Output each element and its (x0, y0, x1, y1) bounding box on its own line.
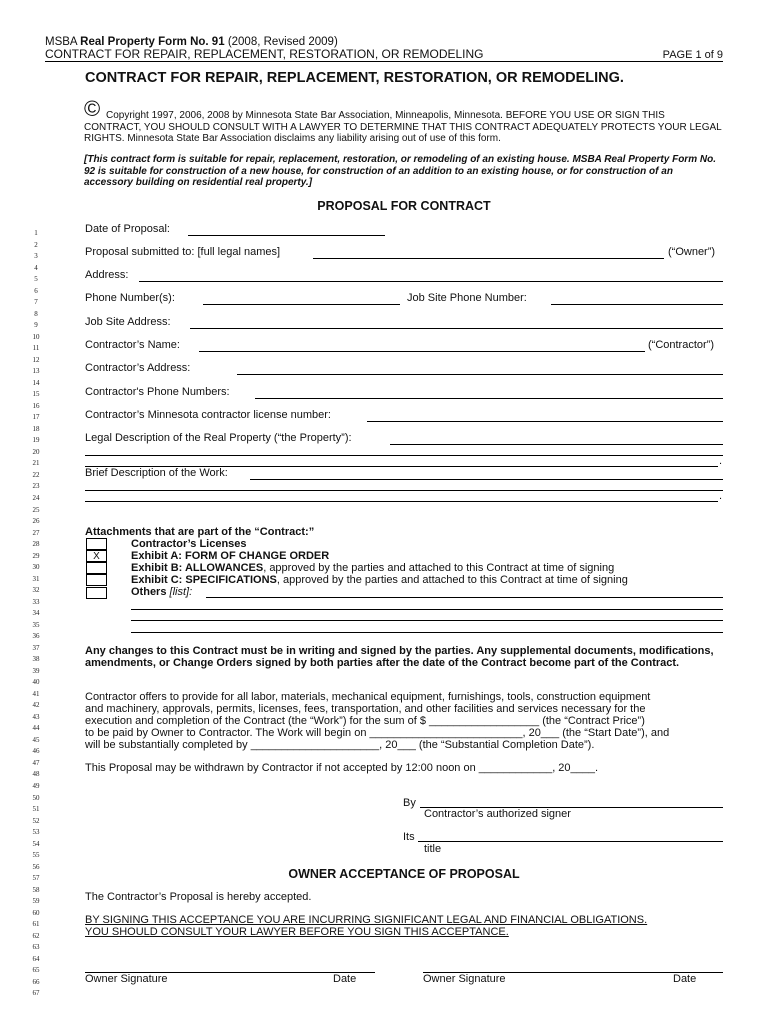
line-number: 24 (32, 494, 40, 502)
job-site-phone-label: Job Site Phone Number: (407, 292, 527, 304)
line-number: 22 (32, 470, 40, 479)
line-number: 19 (32, 436, 40, 445)
acceptance-heading: OWNER ACCEPTANCE OF PROPOSAL (288, 867, 520, 881)
line-number: 6 (34, 286, 38, 295)
line-number: 51 (32, 805, 40, 813)
offer-line-5: will be substantially completed by _____________________, 20___ (the “Substantial Completion Date”). (85, 739, 595, 751)
license-number-label: Contractor’s Minnesota contractor license number: (85, 409, 331, 421)
line-number: 38 (32, 655, 40, 664)
attachment-checkbox-licenses[interactable] (86, 538, 107, 550)
warning-line-1: BY SIGNING THIS ACCEPTANCE YOU ARE INCURRING SIGNIFICANT LEGAL AND FINANCIAL OBLIGATIONS. (85, 914, 648, 926)
line-number: 25 (32, 505, 40, 514)
attachment-exhibit-c: Exhibit C: SPECIFICATIONS, approved by the parties and attached to this Contract at time of signing (131, 574, 628, 586)
line-number: 37 (32, 643, 40, 652)
line-number: 21 (32, 459, 40, 468)
brief-description-field-3[interactable] (85, 501, 718, 502)
brief-description-field-1[interactable] (250, 479, 723, 480)
owner-date-label-1: Date (333, 973, 357, 985)
its-caption: title (424, 843, 442, 855)
legal-description-field-1[interactable] (390, 444, 723, 445)
line-number: 66 (32, 977, 40, 986)
owner-date-label-2: Date (673, 973, 697, 985)
owner-names-field[interactable] (313, 258, 664, 259)
contractor-name-field[interactable] (199, 351, 645, 352)
withdrawal-clause: This Proposal may be withdrawn by Contractor if not accepted by 12:00 noon on ____________, 20____. (85, 762, 599, 774)
line-number: 48 (32, 770, 40, 779)
license-number-field[interactable] (367, 421, 723, 422)
contractor-phone-field[interactable] (255, 398, 723, 399)
offer-line-1: Contractor offers to provide for all labor, materials, mechanical equipment, furnishings, tools, construction equipment (85, 691, 651, 703)
document-title: CONTRACT FOR REPAIR, REPLACEMENT, RESTORATION, OR REMODELING. (85, 70, 624, 86)
line-number: 61 (32, 920, 40, 929)
attachment-checkbox-others[interactable] (86, 587, 107, 599)
job-site-address-label: Job Site Address: (85, 316, 171, 328)
others-field-3[interactable] (131, 620, 723, 621)
line-number: 30 (32, 563, 40, 572)
brief-description-field-2[interactable] (85, 490, 723, 491)
msba-prefix: MSBA (45, 36, 77, 48)
line-number: 63 (32, 943, 40, 952)
attachment-licenses: Contractor’s Licenses (131, 538, 247, 550)
others-field-4[interactable] (131, 632, 723, 633)
offer-line-3: execution and completion of the Contract (the “Work”) for the sum of $ __________________ (the “Contract Price”) (85, 715, 645, 727)
line-number: 47 (32, 758, 40, 767)
by-caption: Contractor’s authorized signer (424, 808, 571, 820)
line-number: 49 (32, 782, 40, 790)
page-number: PAGE 1 of 9 (662, 49, 723, 61)
job-site-address-field[interactable] (190, 328, 723, 329)
owner-signature-label-1: Owner Signature (85, 973, 168, 985)
line-number: 5 (34, 275, 38, 284)
line-number: 45 (32, 735, 40, 744)
line-number: 7 (34, 298, 38, 307)
line-number: 27 (32, 528, 40, 537)
contractor-name-label: Contractor’s Name: (85, 339, 180, 351)
attachment-exhibit-a: Exhibit A: FORM OF CHANGE ORDER (131, 550, 330, 562)
line-number: 26 (32, 517, 40, 525)
line-number: 34 (32, 609, 40, 618)
line-number: 13 (32, 367, 40, 376)
attachment-checkbox-exhibit-a[interactable]: X (86, 550, 107, 562)
line-number: 62 (32, 931, 40, 940)
offer-line-2: and machinery, approvals, permits, licenses, fees, transportation, and other facilities and services necessary for the (85, 703, 646, 715)
owner-tag: (“Owner”) (668, 246, 716, 258)
line-number: 2 (34, 240, 38, 249)
form-name: Real Property Form No. 91 (80, 36, 225, 48)
line-number: 9 (34, 321, 38, 330)
line-number: 36 (32, 632, 40, 641)
contractor-address-field[interactable] (237, 374, 723, 375)
its-label: Its (403, 831, 415, 843)
address-field[interactable] (139, 281, 723, 282)
line-number: 1 (34, 229, 38, 237)
date-of-proposal-label: Date of Proposal: (85, 223, 170, 235)
line-number: 32 (32, 586, 40, 595)
contractor-phone-label: Contractor's Phone Numbers: (85, 386, 230, 398)
others-field-1[interactable] (206, 597, 723, 598)
contractor-tag: (“Contractor”) (648, 339, 715, 351)
line-number: 18 (32, 424, 40, 433)
submitted-to-label: Proposal submitted to: [full legal names] (85, 246, 281, 258)
line-number: 57 (32, 874, 40, 883)
copyright-icon: © (84, 96, 101, 121)
contract-title-header: CONTRACT FOR REPAIR, REPLACEMENT, RESTORATION, OR REMODELING (45, 47, 484, 61)
legal-description-label: Legal Description of the Real Property (“the Property”): (85, 432, 352, 444)
line-number: 67 (32, 989, 40, 998)
line-number: 15 (32, 390, 40, 399)
line-number: 39 (32, 666, 40, 675)
line-number: 65 (32, 966, 40, 975)
line-number: 53 (32, 828, 40, 836)
date-of-proposal-field[interactable] (188, 235, 385, 236)
attachment-checkbox-exhibit-c[interactable] (86, 574, 107, 586)
phone-numbers-field[interactable] (203, 304, 400, 305)
line-number: 56 (32, 862, 40, 871)
line-number: 58 (32, 885, 40, 894)
job-site-phone-field[interactable] (551, 304, 723, 305)
owner-signature-label-2: Owner Signature (423, 973, 506, 985)
line-number: 10 (32, 332, 40, 341)
line-number: 43 (32, 712, 40, 721)
line-number: 29 (32, 551, 40, 560)
line-number: 54 (32, 839, 40, 848)
line-number: 50 (32, 793, 40, 802)
copyright-notice: Copyright 1997, 2006, 2008 by Minnesota State Bar Association, Minneapolis, Minnesota. BEFORE YOU USE OR SIGN THIS CONTRACT, YOU SHOULD CONSULT WITH A LAWYER TO DETERMINE THAT THIS CONTRACT ADEQUATELY PROTECTS YOUR LEGAL RIGHTS. Minnesota State Bar Association disclaims any liability arising out of use of this form. (84, 110, 722, 144)
line-number: 17 (32, 413, 40, 422)
by-label: By (403, 797, 416, 809)
form-suitability-note: [This contract form is suitable for repair, replacement, restoration, or remodeling of an existing house. MSBA Real Property Form No. 92 is suitable for construction of a new house, for construction of an addition to an existing house, or for construction of an accessory building on residential real property.] (84, 154, 716, 188)
changes-notice: Any changes to this Contract must be in writing and signed by the parties. Any supplemental documents, modifications, amendments, or Change Orders signed by both parties after the date of the Contract become part of the Contract. (85, 645, 714, 669)
form-year: (2008, Revised 2009) (227, 36, 338, 48)
attachments-heading: Attachments that are part of the “Contract:” (85, 526, 315, 538)
phone-numbers-label: Phone Number(s): (85, 292, 175, 304)
offer-line-4: to be paid by Owner to Contractor. The Work will begin on _________________________, 20___ (the “Start Date”), and (85, 727, 670, 739)
legal-description-period: . (719, 455, 723, 467)
attachment-checkbox-exhibit-b[interactable] (86, 562, 107, 574)
attachment-exhibit-b: Exhibit B: ALLOWANCES, approved by the parties and attached to this Contract at time of signing (131, 562, 615, 574)
signer-title-field[interactable] (418, 841, 723, 842)
others-field-2[interactable] (131, 609, 723, 610)
line-number: 4 (34, 263, 38, 272)
warning-line-2: YOU SHOULD CONSULT YOUR LAWYER BEFORE YOU SIGN THIS ACCEPTANCE. (85, 926, 509, 938)
line-number: 23 (32, 482, 40, 491)
line-number: 42 (32, 701, 40, 710)
line-number: 52 (32, 816, 40, 825)
legal-description-field-2[interactable] (85, 455, 723, 456)
line-number: 60 (32, 908, 40, 917)
brief-description-period: . (719, 490, 723, 502)
line-number: 8 (34, 309, 38, 318)
line-number: 16 (32, 401, 40, 410)
line-number: 64 (32, 954, 40, 963)
line-number: 55 (32, 851, 40, 860)
brief-description-label: Brief Description of the Work: (85, 467, 228, 479)
contractor-address-label: Contractor’s Address: (85, 362, 191, 374)
line-number: 40 (32, 678, 40, 687)
line-number: 35 (32, 620, 40, 629)
line-number: 44 (32, 724, 40, 733)
line-number: 11 (32, 344, 40, 353)
line-number: 28 (32, 540, 40, 548)
line-number: 20 (32, 447, 40, 456)
proposal-heading: PROPOSAL FOR CONTRACT (317, 199, 491, 213)
header-rule (45, 61, 723, 62)
line-number: 3 (34, 252, 38, 260)
line-number: 31 (32, 574, 40, 583)
line-number: 14 (32, 378, 40, 387)
attachment-others: Others [list]: (131, 586, 193, 598)
acceptance-statement: The Contractor’s Proposal is hereby accepted. (85, 891, 312, 903)
line-number: 59 (32, 897, 40, 906)
line-number: 41 (32, 689, 40, 698)
line-number: 46 (32, 747, 40, 756)
line-number: 12 (32, 355, 40, 364)
address-label: Address: (85, 269, 129, 281)
line-number: 33 (32, 597, 40, 606)
